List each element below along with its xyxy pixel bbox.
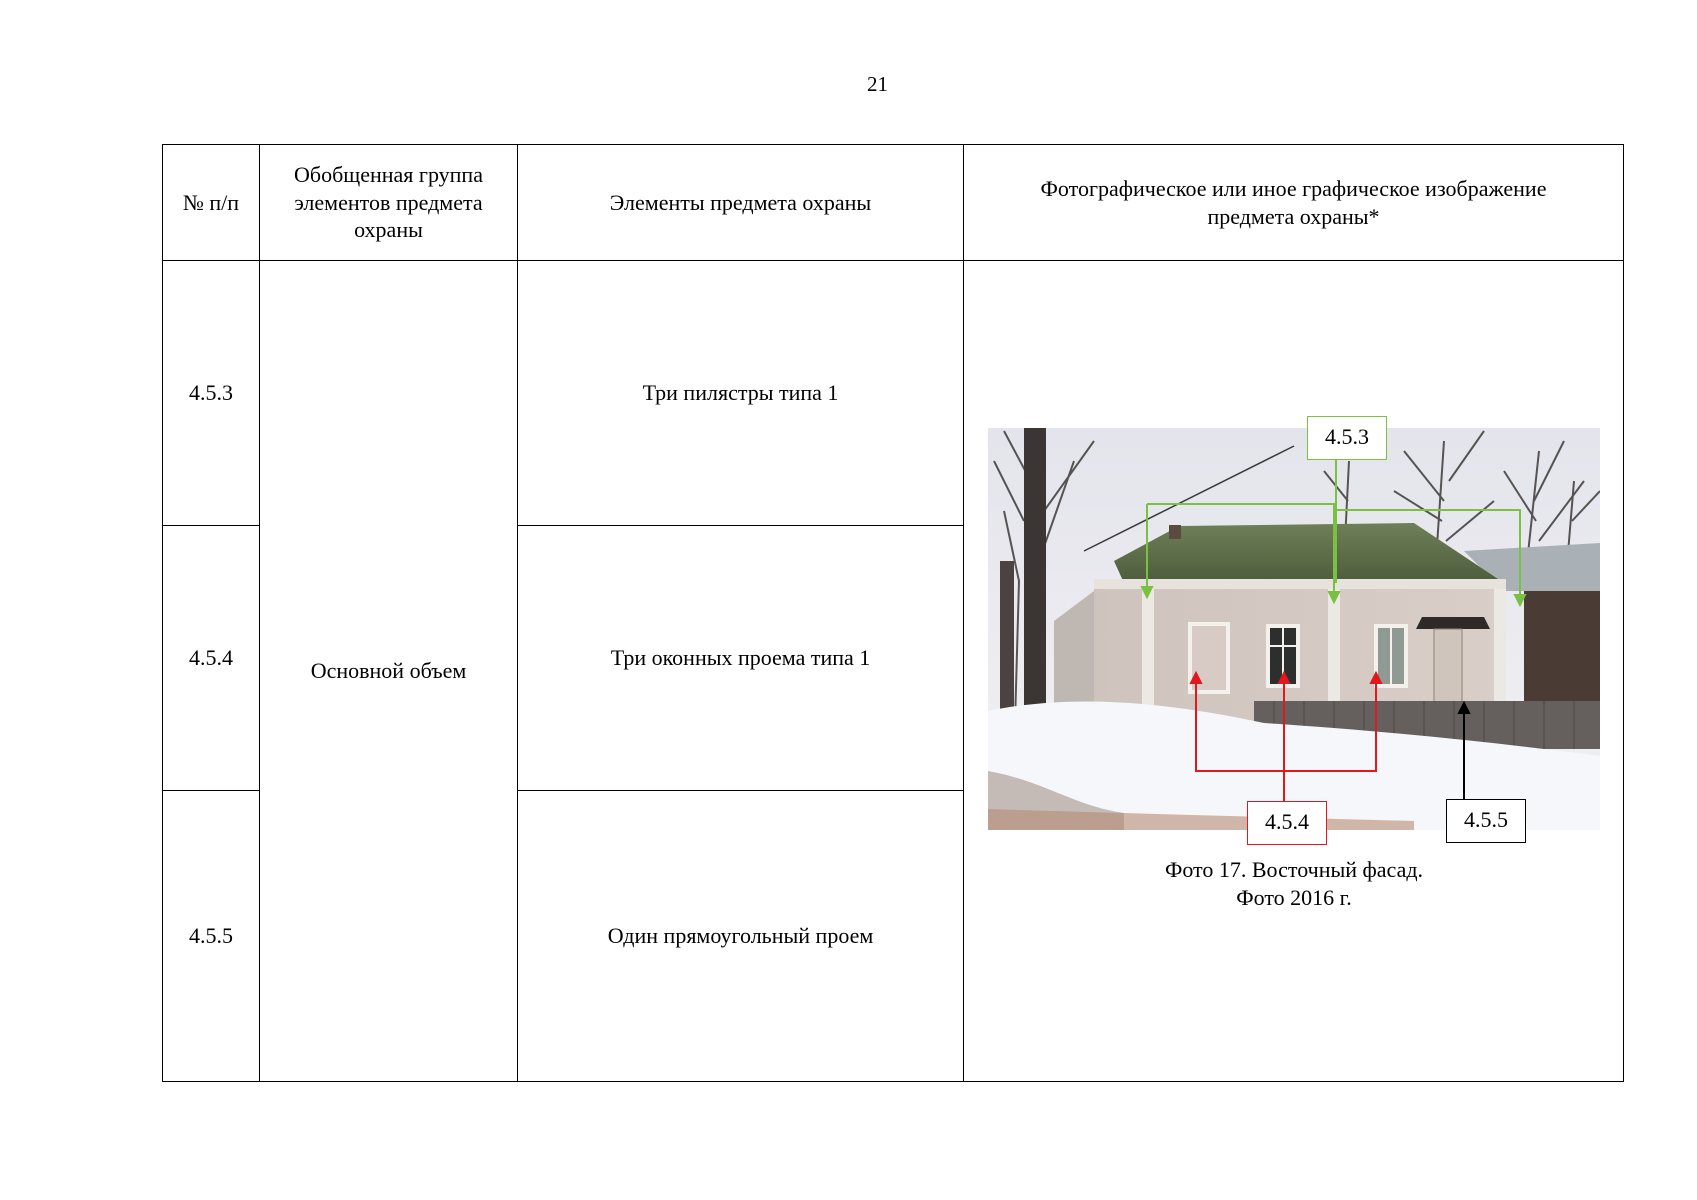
facade-photo (964, 261, 1624, 1082)
tag-4-5-5: 4.5.5 (1446, 799, 1526, 843)
photo-caption (964, 856, 1624, 911)
caption-line-1: Фото 17. Восточный фасад. (1164, 857, 1424, 882)
photo-figure (964, 261, 1624, 1082)
photo-cell (964, 261, 1624, 1082)
header-group: Обобщенная группа элементов предмета охраны (260, 145, 518, 261)
table-header-row (163, 145, 1624, 261)
tag-4-5-3: 4.5.3 (1307, 416, 1387, 460)
row-element: Три оконных проема типа 1 (518, 526, 964, 791)
row-number: 4.5.4 (163, 526, 260, 791)
row-element: Три пилястры типа 1 (518, 261, 964, 526)
group-cell: Основной объем (260, 261, 518, 1082)
table-row (163, 261, 1624, 526)
row-number: 4.5.3 (163, 261, 260, 526)
row-element: Один прямоугольный проем (518, 791, 964, 1082)
page-number: 21 (867, 72, 888, 96)
protection-table (162, 144, 1624, 1082)
header-elements: Элементы предмета охраны (518, 145, 964, 261)
header-number: № п/п (163, 145, 260, 261)
header-image: Фотографическое или иное графическое изображение предмета охраны* (964, 145, 1624, 261)
tag-4-5-4: 4.5.4 (1247, 801, 1327, 845)
caption-line-2: Фото 2016 г. (1236, 884, 1352, 910)
row-number: 4.5.5 (163, 791, 260, 1082)
